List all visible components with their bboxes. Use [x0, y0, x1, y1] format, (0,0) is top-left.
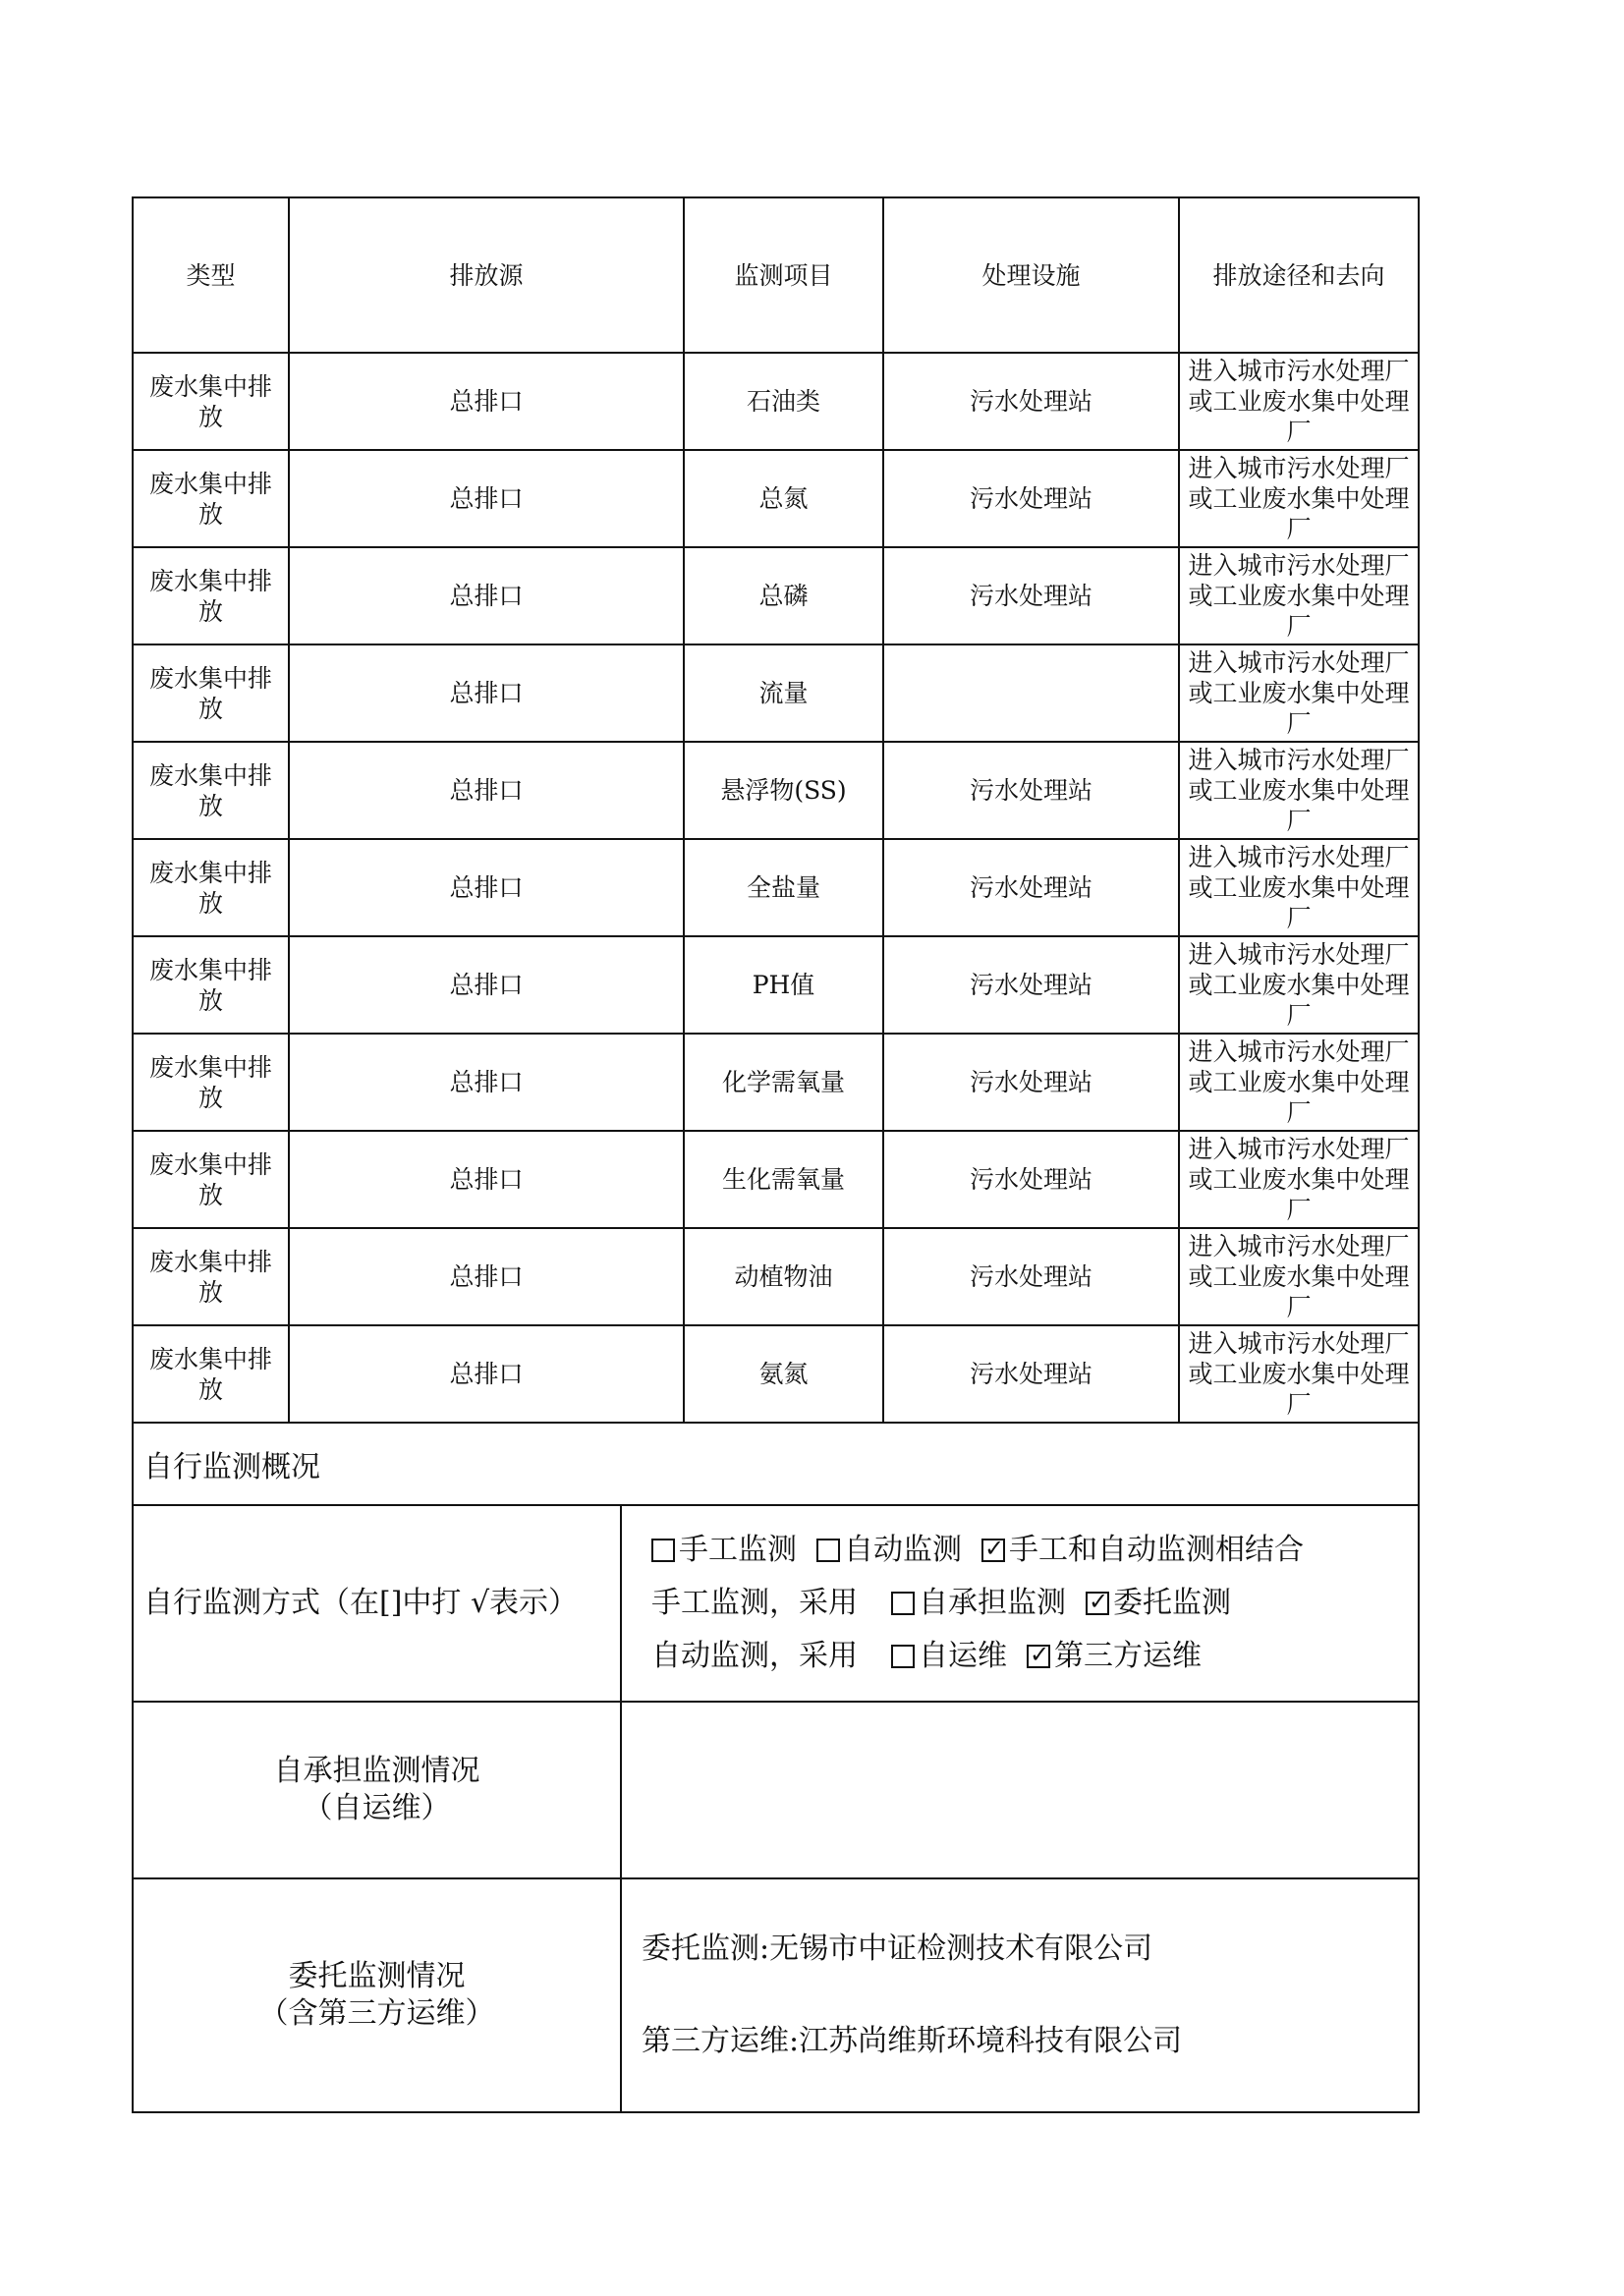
cell-item: 化学需氧量 — [684, 1034, 883, 1131]
cell-type: 废水集中排放 — [133, 353, 289, 450]
header-destination: 排放途径和去向 — [1179, 197, 1419, 353]
method-line-1 — [651, 1524, 1417, 1577]
cell-source: 总排口 — [289, 1228, 684, 1325]
cell-source: 总排口 — [289, 936, 684, 1034]
cell-type: 废水集中排放 — [133, 1228, 289, 1325]
cell-destination: 进入城市污水处理厂或工业废水集中处理厂 — [1179, 1228, 1419, 1325]
monitoring-sheet — [132, 196, 1418, 2113]
cell-item: 氨氮 — [684, 1325, 883, 1423]
self-monitoring-label — [133, 1702, 621, 1878]
cell-facility: 污水处理站 — [883, 1034, 1179, 1131]
header-type: 类型 — [133, 197, 289, 353]
overview-title: 自行监测概况 — [133, 1423, 1419, 1505]
cell-destination: 进入城市污水处理厂或工业废水集中处理厂 — [1179, 353, 1419, 450]
cell-item: 动植物油 — [684, 1228, 883, 1325]
cell-destination: 进入城市污水处理厂或工业废水集中处理厂 — [1179, 547, 1419, 644]
option-label: 自动监测 — [844, 1533, 962, 1567]
cell-facility: 污水处理站 — [883, 936, 1179, 1034]
table-row — [133, 1034, 1419, 1131]
option-label: 第三方运维 — [1054, 1639, 1202, 1673]
cell-facility: 污水处理站 — [883, 839, 1179, 936]
cell-type: 废水集中排放 — [133, 1131, 289, 1228]
cell-facility: 污水处理站 — [883, 1228, 1179, 1325]
cell-destination: 进入城市污水处理厂或工业废水集中处理厂 — [1179, 936, 1419, 1034]
cell-destination: 进入城市污水处理厂或工业废水集中处理厂 — [1179, 1034, 1419, 1131]
cell-facility: 污水处理站 — [883, 353, 1179, 450]
self-monitoring-value — [621, 1702, 1419, 1878]
cell-facility: 污水处理站 — [883, 1325, 1179, 1423]
cell-facility — [883, 644, 1179, 742]
unchecked-box-icon[interactable] — [816, 1539, 840, 1562]
cell-source: 总排口 — [289, 450, 684, 547]
cell-type: 废水集中排放 — [133, 644, 289, 742]
option-line1-0[interactable] — [651, 1524, 797, 1577]
manual-prefix: 手工监测，采用 — [651, 1586, 858, 1620]
checked-box-icon[interactable] — [1086, 1592, 1109, 1615]
cell-source: 总排口 — [289, 742, 684, 839]
table-row — [133, 353, 1419, 450]
table-row — [133, 547, 1419, 644]
cell-destination: 进入城市污水处理厂或工业废水集中处理厂 — [1179, 644, 1419, 742]
cell-item: 总氮 — [684, 450, 883, 547]
option-line2-1[interactable] — [1086, 1577, 1231, 1630]
unchecked-box-icon[interactable] — [891, 1592, 915, 1615]
option-label: 自承担监测 — [919, 1586, 1066, 1620]
method-options — [621, 1505, 1419, 1702]
cell-facility: 污水处理站 — [883, 450, 1179, 547]
overview-table — [132, 1422, 1420, 2113]
cell-destination: 进入城市污水处理厂或工业废水集中处理厂 — [1179, 742, 1419, 839]
cell-item: 流量 — [684, 644, 883, 742]
header-item: 监测项目 — [684, 197, 883, 353]
table-row — [133, 1228, 1419, 1325]
option-label: 手工监测 — [679, 1533, 797, 1567]
cell-destination: 进入城市污水处理厂或工业废水集中处理厂 — [1179, 450, 1419, 547]
option-line3-0[interactable] — [891, 1630, 1007, 1683]
cell-item: 生化需氧量 — [684, 1131, 883, 1228]
table-row — [133, 644, 1419, 742]
table-row — [133, 742, 1419, 839]
cell-type: 废水集中排放 — [133, 742, 289, 839]
cell-facility: 污水处理站 — [883, 742, 1179, 839]
checked-box-icon[interactable] — [981, 1539, 1005, 1562]
method-line-3 — [651, 1630, 1417, 1683]
option-label: 自运维 — [919, 1639, 1007, 1673]
cell-source: 总排口 — [289, 547, 684, 644]
entrust-company: 委托监测:无锡市中证检测技术有限公司 — [642, 1932, 1153, 1966]
cell-item: 石油类 — [684, 353, 883, 450]
option-line1-2[interactable] — [981, 1524, 1304, 1577]
option-line2-0[interactable] — [891, 1577, 1066, 1630]
cell-source: 总排口 — [289, 644, 684, 742]
cell-type: 废水集中排放 — [133, 450, 289, 547]
cell-source: 总排口 — [289, 1034, 684, 1131]
entrust-label-line-2: （含第三方运维） — [258, 1996, 495, 2031]
table-row — [133, 450, 1419, 547]
cell-type: 废水集中排放 — [133, 1325, 289, 1423]
self-label-line-1: 自承担监测情况 — [273, 1754, 480, 1788]
entrust-row — [133, 1878, 1419, 2112]
checked-box-icon[interactable] — [1027, 1645, 1050, 1668]
cell-destination: 进入城市污水处理厂或工业废水集中处理厂 — [1179, 1131, 1419, 1228]
cell-source: 总排口 — [289, 839, 684, 936]
header-facility: 处理设施 — [883, 197, 1179, 353]
cell-item: 全盐量 — [684, 839, 883, 936]
option-label: 委托监测 — [1113, 1586, 1231, 1620]
auto-prefix: 自动监测，采用 — [651, 1639, 858, 1673]
cell-item: PH值 — [684, 936, 883, 1034]
option-label: 手工和自动监测相结合 — [1009, 1533, 1304, 1567]
option-line3-1[interactable] — [1027, 1630, 1202, 1683]
entrust-label — [133, 1878, 621, 2112]
table-header-row — [133, 197, 1419, 353]
table-row — [133, 839, 1419, 936]
unchecked-box-icon[interactable] — [651, 1539, 675, 1562]
method-line-2 — [651, 1577, 1417, 1630]
emission-table — [132, 196, 1420, 1424]
method-row — [133, 1505, 1419, 1702]
self-monitoring-row — [133, 1702, 1419, 1878]
overview-title-row — [133, 1423, 1419, 1505]
cell-source: 总排口 — [289, 353, 684, 450]
cell-facility: 污水处理站 — [883, 1131, 1179, 1228]
table-row — [133, 1131, 1419, 1228]
cell-destination: 进入城市污水处理厂或工业废水集中处理厂 — [1179, 839, 1419, 936]
header-source: 排放源 — [289, 197, 684, 353]
cell-destination: 进入城市污水处理厂或工业废水集中处理厂 — [1179, 1325, 1419, 1423]
third-party-company: 第三方运维:江苏尚维斯环境科技有限公司 — [642, 2024, 1183, 2058]
cell-type: 废水集中排放 — [133, 1034, 289, 1131]
cell-type: 废水集中排放 — [133, 936, 289, 1034]
unchecked-box-icon[interactable] — [891, 1645, 915, 1668]
cell-type: 废水集中排放 — [133, 839, 289, 936]
table-row — [133, 936, 1419, 1034]
cell-item: 悬浮物(SS) — [684, 742, 883, 839]
cell-source: 总排口 — [289, 1131, 684, 1228]
self-label-line-2: （自运维） — [303, 1791, 451, 1825]
cell-facility: 污水处理站 — [883, 547, 1179, 644]
cell-source: 总排口 — [289, 1325, 684, 1423]
cell-item: 总磷 — [684, 547, 883, 644]
cell-type: 废水集中排放 — [133, 547, 289, 644]
entrust-label-line-1: 委托监测情况 — [288, 1959, 466, 1993]
method-label: 自行监测方式（在[]中打 √表示） — [133, 1505, 621, 1702]
table-row — [133, 1325, 1419, 1423]
option-line1-1[interactable] — [816, 1524, 962, 1577]
entrust-info — [621, 1878, 1419, 2112]
